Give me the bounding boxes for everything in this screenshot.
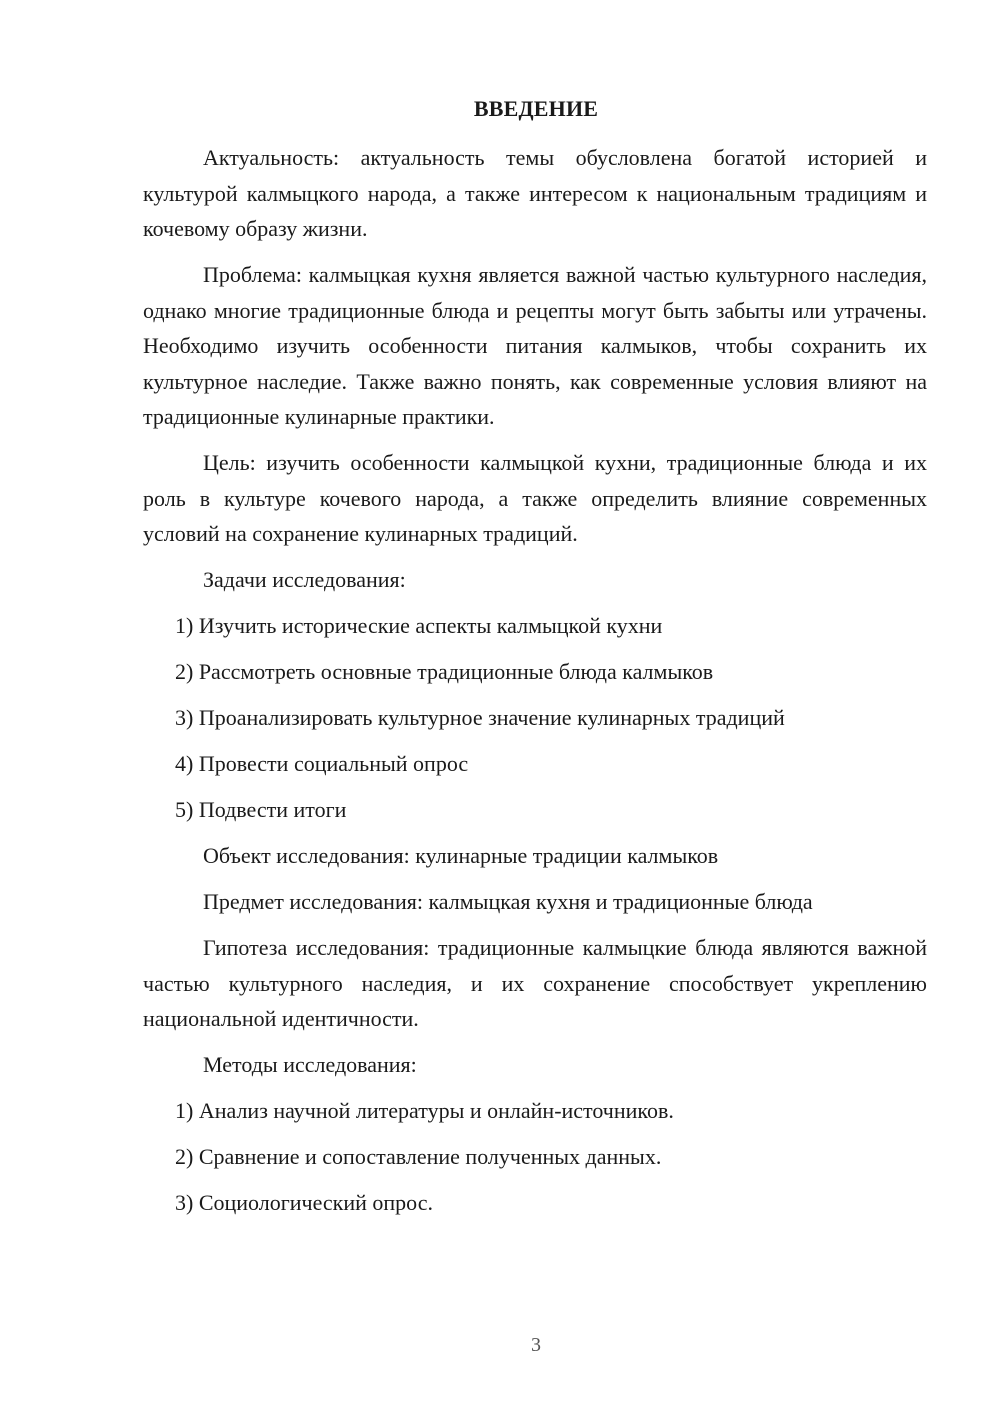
- method-item-3: 3) Социологический опрос.: [175, 1190, 433, 1215]
- method-item-1: 1) Анализ научной литературы и онлайн-источников.: [175, 1098, 674, 1123]
- task-item-5: 5) Подвести итоги: [175, 797, 347, 822]
- section-heading: ВВЕДЕНИЕ: [473, 96, 599, 121]
- goal-paragraph: Цель: изучить особенности калмыцкой кухни, традиционные блюда и их роль в культуре кочевого народа, а также определить влияние современных условий на сохранение кулинарных традиций.: [143, 450, 927, 546]
- research-object: Объект исследования: кулинарные традиции калмыков: [203, 843, 719, 868]
- task-item-3: 3) Проанализировать культурное значение кулинарных традиций: [175, 705, 785, 730]
- research-subject: Предмет исследования: калмыцкая кухня и традиционные блюда: [203, 889, 813, 914]
- methods-title: Методы исследования:: [203, 1052, 417, 1077]
- document-body: [143, 140, 927, 1231]
- hypothesis-paragraph: Гипотеза исследования: традиционные калмыцкие блюда являются важной частью культурного наследия, и их сохранение способствует укреплению национальной идентичности.: [143, 935, 927, 1031]
- page-number: 3: [531, 1334, 541, 1356]
- task-item-4: 4) Провести социальный опрос: [175, 751, 469, 776]
- method-item-2: 2) Сравнение и сопоставление полученных данных.: [175, 1144, 662, 1169]
- tasks-title: Задачи исследования:: [203, 567, 406, 592]
- task-item-1: 1) Изучить исторические аспекты калмыцкой кухни: [175, 613, 663, 638]
- relevance-paragraph: Актуальность: актуальность темы обусловлена богатой историей и культурой калмыцкого народа, а также интересом к национальным традициям и кочевому образу жизни.: [143, 145, 927, 241]
- problem-paragraph: Проблема: калмыцкая кухня является важной частью культурного наследия, однако многие традиционные блюда и рецепты могут быть забыты или утрачены. Необходимо изучить особенности питания калмыков, чтобы сохранить их культурное наследие. Также важно понять, как современные условия влияют на традиционные кулинарные практики.: [143, 262, 927, 429]
- task-item-2: 2) Рассмотреть основные традиционные блюда калмыков: [175, 659, 714, 684]
